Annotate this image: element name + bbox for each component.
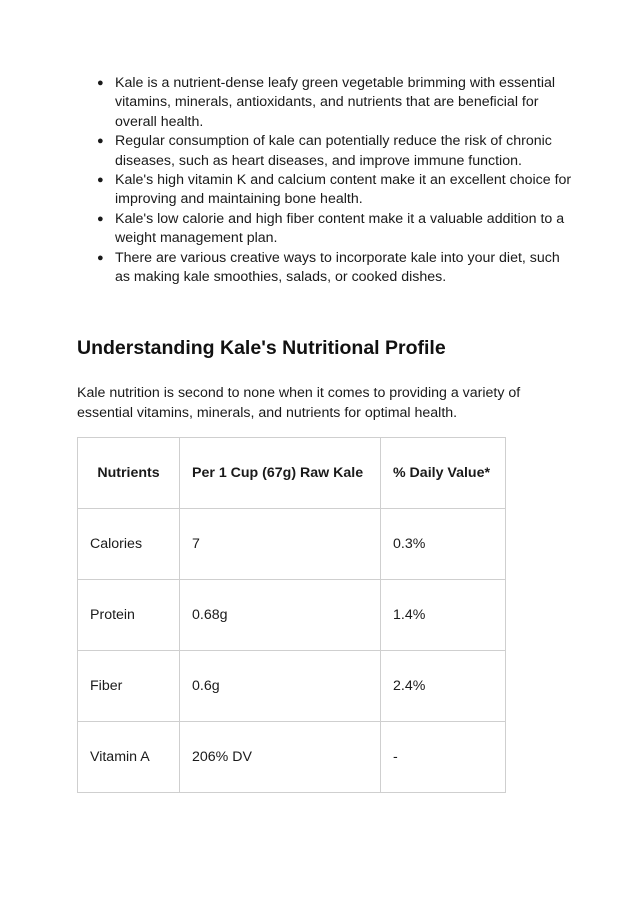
list-item <box>97 171 577 210</box>
list-item <box>97 132 577 171</box>
table-row <box>78 651 506 722</box>
table-row <box>78 722 506 793</box>
cell-daily-value: 2.4% <box>381 651 506 722</box>
header-daily-value: % Daily Value* <box>381 438 506 509</box>
list-item <box>97 210 577 249</box>
list-item-text: There are various creative ways to incorporate kale into your diet, such as making kale smoothies, salads, or cooked dishes. <box>115 249 560 286</box>
cell-daily-value: 1.4% <box>381 580 506 651</box>
table-header-row <box>78 438 506 509</box>
cell-nutrient: Protein <box>78 580 180 651</box>
list-item-text: Kale's high vitamin K and calcium content make it an excellent choice for improving and maintaining bone health. <box>115 172 572 208</box>
bullet-icon: ● <box>97 174 104 187</box>
cell-nutrient: Vitamin A <box>78 722 180 793</box>
cell-nutrient: Fiber <box>78 651 180 722</box>
section-heading: Understanding Kale's Nutritional Profile <box>77 337 446 359</box>
cell-daily-value: 0.3% <box>381 509 506 580</box>
header-per-cup: Per 1 Cup (67g) Raw Kale <box>180 438 381 509</box>
bullet-icon: ● <box>97 135 104 148</box>
intro-paragraph: Kale nutrition is second to none when it comes to providing a variety of essential vitamins, minerals, and nutrients for optimal health. <box>77 385 521 421</box>
cell-nutrient: Calories <box>78 509 180 580</box>
bullet-icon: ● <box>97 77 104 89</box>
header-nutrients: Nutrients <box>78 438 180 509</box>
list-item-text: Kale is a nutrient-dense leafy green vegetable brimming with essential vitamins, minerals, antioxidants, and nutrients that are beneficial for overall health. <box>115 75 556 130</box>
cell-amount: 7 <box>180 509 381 580</box>
cell-amount: 0.68g <box>180 580 381 651</box>
cell-amount: 0.6g <box>180 651 381 722</box>
bullet-icon: ● <box>97 212 104 225</box>
key-takeaways-list <box>97 74 577 287</box>
list-item <box>97 249 577 288</box>
table-row <box>78 580 506 651</box>
table-row <box>78 509 506 580</box>
bullet-icon: ● <box>97 251 104 264</box>
cell-daily-value: - <box>381 722 506 793</box>
list-item-text: Kale's low calorie and high fiber content make it a valuable addition to a weight management plan. <box>115 210 565 247</box>
nutrition-table <box>77 437 506 793</box>
list-item-text: Regular consumption of kale can potentially reduce the risk of chronic diseases, such as heart diseases, and improve immune function. <box>115 133 552 169</box>
cell-amount: 206% DV <box>180 722 381 793</box>
list-item <box>97 74 577 132</box>
